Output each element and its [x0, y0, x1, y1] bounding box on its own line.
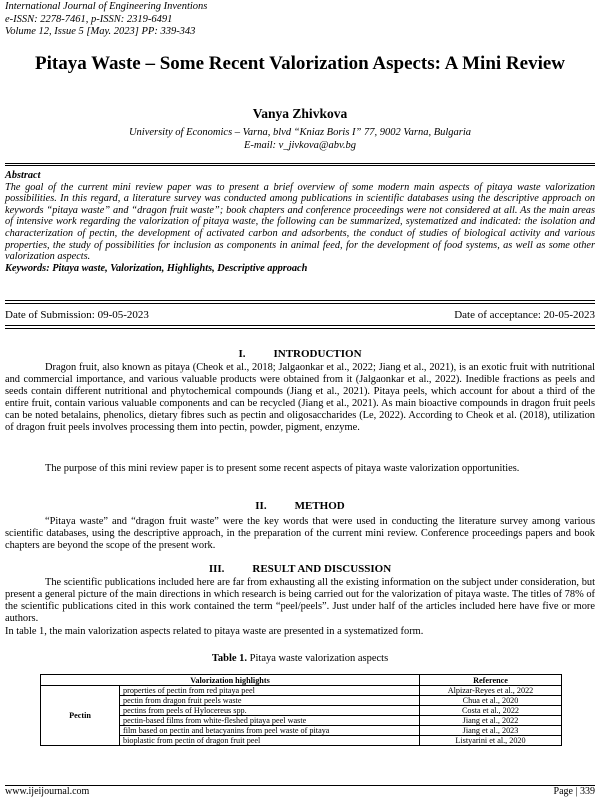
method-paragraph — [5, 516, 595, 552]
footer-page-number: Page | 339 — [553, 786, 595, 797]
table-row — [41, 686, 562, 696]
table-highlight-cell: properties of pectin from red pitaya peel — [120, 686, 420, 696]
page-footer — [5, 786, 595, 797]
table-header-highlights: Valorization highlights — [41, 675, 420, 686]
table-reference-cell: Chua et al., 2020 — [420, 696, 562, 706]
submission-date: Date of Submission: 09-05-2023 — [5, 309, 149, 321]
abstract-bottom-rule — [5, 300, 595, 301]
table-row — [41, 736, 562, 746]
abstract — [5, 170, 595, 274]
keywords: Keywords: Pitaya waste, Valorization, Highlights, Descriptive approach — [5, 262, 308, 274]
results-paragraph-1 — [5, 577, 595, 625]
acceptance-date: Date of acceptance: 20-05-2023 — [454, 309, 595, 321]
intro-paragraph-2-text: The purpose of this mini review paper is to present some recent aspects of pitaya waste valorization opportunities. — [45, 463, 520, 474]
table-header-reference: Reference — [420, 675, 562, 686]
section-heading-introduction — [0, 348, 600, 360]
table-reference-cell: Listyarini et al., 2020 — [420, 736, 562, 746]
results-paragraph-2 — [5, 626, 595, 638]
table-highlight-cell: film based on pectin and betacyanins from peel waste of pitaya — [120, 726, 420, 736]
table-header-row — [41, 675, 562, 686]
table-caption-text: Pitaya waste valorization aspects — [249, 653, 389, 664]
section-title: METHOD — [294, 500, 345, 512]
journal-header — [5, 1, 207, 39]
table-highlight-cell: bioplastic from pectin of dragon fruit peel — [120, 736, 420, 746]
footer-url[interactable]: www.ijeijournal.com — [5, 786, 90, 797]
journal-issn: e-ISSN: 2278-7461, p-ISSN: 2319-6491 — [5, 13, 173, 25]
table-row — [41, 696, 562, 706]
table-row — [41, 726, 562, 736]
table-reference-cell: Jiang et al., 2023 — [420, 726, 562, 736]
table-row — [41, 716, 562, 726]
table-highlight-cell: pectin-based films from white-fleshed pitaya peel waste — [120, 716, 420, 726]
journal-volume: Volume 12, Issue 5 [May. 2023] PP: 339-343 — [5, 26, 196, 37]
abstract-top-rule — [5, 163, 595, 166]
author-email: E-mail: v_jivkova@abv.bg — [243, 139, 357, 151]
valorization-table — [40, 674, 562, 746]
table-row — [41, 706, 562, 716]
intro-paragraph-2 — [5, 463, 595, 475]
results-paragraph-1-text: The scientific publications included here are far from exhausting all the existing information on the subject under consideration, but present a general picture of the main directions in which research is being carried out for the valorization of pitaya waste. The titles of 78% of the scientific publications cited in this work contained the term “peel/peels”. Just under half of the articles included here have five or more authors. — [5, 577, 595, 624]
abstract-bottom-rule-2 — [5, 303, 595, 304]
author-affiliation: University of Economics – Varna, blvd “Kniaz Boris I” 77, 9002 Varna, Bulgaria — [128, 127, 472, 138]
section-heading-results — [0, 563, 600, 575]
article-dates — [5, 309, 595, 321]
table-highlight-cell: pectin from dragon fruit peels waste — [120, 696, 420, 706]
results-paragraph-2-text: In table 1, the main valorization aspects related to pitaya waste are presented in a systematized form. — [5, 626, 424, 637]
section-title: INTRODUCTION — [273, 348, 362, 360]
abstract-text: The goal of the current mini review paper was to present a brief overview of some modern main aspects of pitaya waste valorization possibilities. In this regard, a literature survey was conducted among publications in scientific databases using the descriptive approach on keywords “pitaya waste” and “dragon fruit waste”; book chapters and conference proceedings were not considered at all. As the main areas of intensive work regarding the valorization of pitaya waste, the following can be summarized, systematized and indicated: the isolation and characterization of pectin, the development of activated carbon and adsorbents, the conduct of studies of biological activity and various properties, the study of possibilities for inclusion as components in animal feed, for the development of food systems, as well as some other valorization aspects. — [5, 181, 595, 263]
table-caption — [0, 653, 600, 664]
method-paragraph-text: “Pitaya waste” and “dragon fruit waste” were the key words that were used in conducting the literature survey among various scientific databases, using the descriptive approach, in the preparation of the current mini review. Conference proceedings papers and book chapters are beyond the scope of the present work. — [5, 516, 595, 551]
author-affiliation-block — [0, 127, 600, 152]
table-caption-label: Table 1. — [211, 653, 248, 664]
dates-rule — [5, 325, 595, 326]
table-reference-cell: Jiang et al., 2022 — [420, 716, 562, 726]
section-number: I. — [238, 348, 246, 360]
table-category-cell: Pectin — [41, 686, 120, 746]
section-number: II. — [255, 500, 267, 512]
section-title: RESULT AND DISCUSSION — [252, 563, 392, 575]
article-title: Pitaya Waste – Some Recent Valorization Aspects: A Mini Review — [34, 53, 565, 74]
abstract-label: Abstract — [5, 170, 41, 181]
article-author: Vanya Zhivkova — [252, 106, 348, 121]
table-reference-cell: Alpizar-Reyes et al., 2022 — [420, 686, 562, 696]
table-reference-cell: Costa et al., 2022 — [420, 706, 562, 716]
journal-name: International Journal of Engineering Inventions — [5, 1, 208, 12]
section-number: III. — [208, 563, 225, 575]
section-heading-method — [0, 500, 600, 512]
dates-rule-2 — [5, 328, 595, 329]
intro-paragraph-1-text: Dragon fruit, also known as pitaya (Cheok et al., 2018; Jalgaonkar et al., 2022; Jiang et al., 2021), is an exotic fruit with nutritional and commercial importance, and various valuable products were obtained from it (Jalgaonkar et al., 2022). Inedible fractions as peels and seeds contain different nutritional and phytochemical compounds (Jiang et al., 2021). Pitaya peels, which account for about a third of the entire fruit, contain various valuable components and can be recycled (Jiang et al., 2021). As main bioactive compounds in dragon fruit peels can be noted betalains, phenolics, dietary fibres such as pectin and oligosaccharides (Le, 2022). According to Cheok et al. (2018), utilization of dragon fruit peels involves processing them into pectin, powder, pigment, enzyme. — [5, 362, 595, 433]
intro-paragraph-1 — [5, 362, 595, 433]
table-highlight-cell: pectins from peels of Hylocereus spp. — [120, 706, 420, 716]
